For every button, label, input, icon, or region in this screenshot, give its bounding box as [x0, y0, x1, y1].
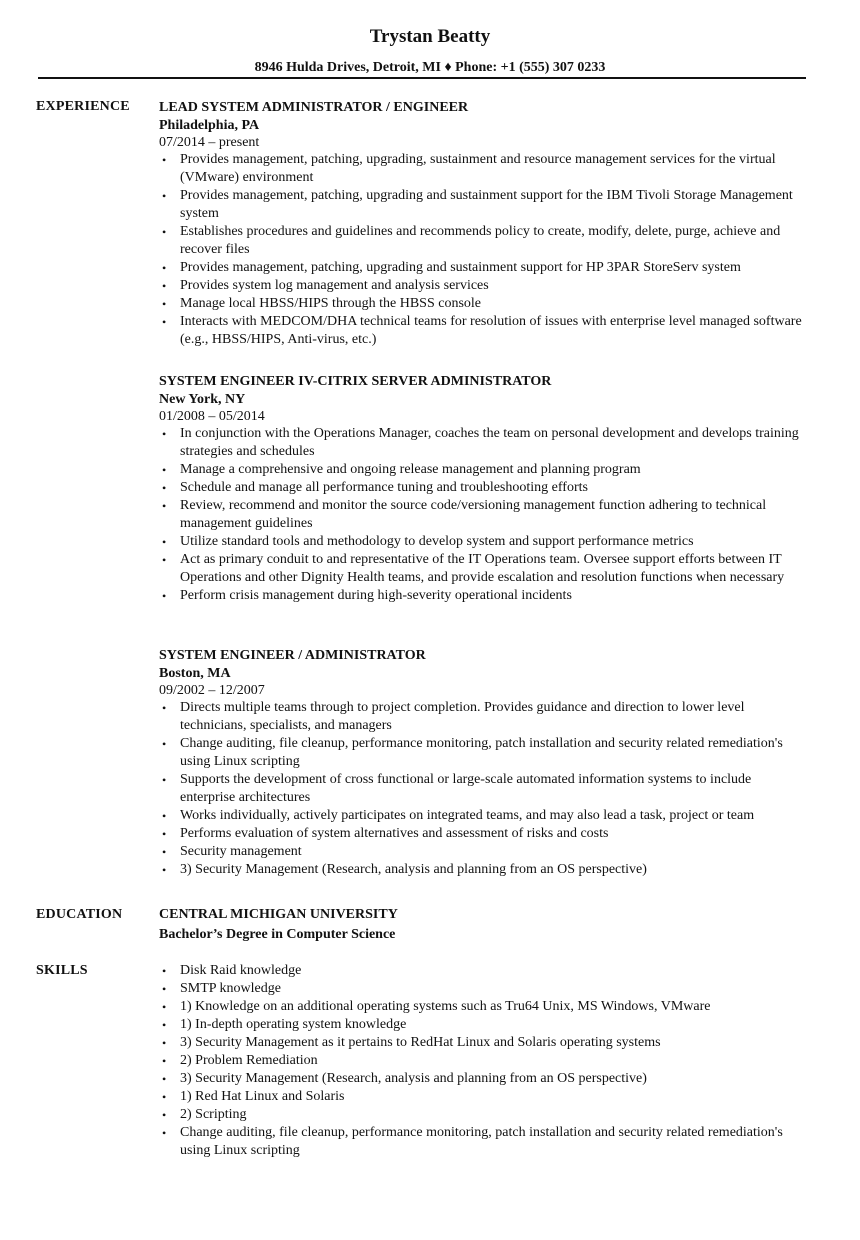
list-item: • 3) Security Management as it pertains to RedHat Linux and Solaris operating systems	[162, 1035, 661, 1050]
list-item: • Change auditing, file cleanup, performance monitoring, patch installation and security related remediation's using Linux scripting	[162, 736, 783, 769]
bullet-icon: •	[162, 964, 167, 978]
job-bullets	[159, 425, 809, 605]
job-location: New York, NY	[159, 392, 246, 407]
bullet-icon: •	[162, 1090, 167, 1104]
job-dates: 01/2008 – 05/2014	[159, 409, 265, 424]
bullet-icon: •	[162, 225, 167, 239]
bullet-icon: •	[162, 845, 167, 859]
list-item: • Perform crisis management during high-severity operational incidents	[162, 588, 572, 603]
bullet-icon: •	[162, 589, 167, 603]
list-item: • In conjunction with the Operations Manager, coaches the team on personal development and develops training strategies and schedules	[162, 426, 799, 459]
bullet-icon: •	[162, 261, 167, 275]
bullet-icon: •	[162, 499, 167, 513]
bullet-icon: •	[162, 427, 167, 441]
job-location: Boston, MA	[159, 666, 231, 681]
list-item: • 2) Scripting	[162, 1107, 247, 1122]
list-item: • Interacts with MEDCOM/DHA technical teams for resolution of issues with enterprise level managed software (e.g., HBSS/HIPS, Anti-virus, etc.)	[162, 314, 802, 347]
job-bullets	[159, 699, 809, 879]
list-item: • Schedule and manage all performance tuning and troubleshooting efforts	[162, 480, 588, 495]
bullet-icon: •	[162, 1108, 167, 1122]
bullet-icon: •	[162, 553, 167, 567]
list-item: • Disk Raid knowledge	[162, 963, 302, 978]
list-item: • Provides management, patching, upgrading and sustainment support for the IBM Tivoli Storage Management system	[162, 188, 793, 221]
candidate-name: Trystan Beatty	[369, 26, 491, 47]
list-item: • Act as primary conduit to and representative of the IT Operations team. Oversee support efforts between IT Operations and other Dignity Health teams, and provide escalation and resolution functions when necessary	[162, 552, 785, 585]
skills-entry	[159, 962, 809, 1160]
bullet-icon: •	[162, 701, 167, 715]
job-dates: 07/2014 – present	[159, 135, 260, 150]
bullet-icon: •	[162, 297, 167, 311]
list-item: • 1) Red Hat Linux and Solaris	[162, 1089, 345, 1104]
bullet-icon: •	[162, 1000, 167, 1014]
bullet-icon: •	[162, 827, 167, 841]
list-item: • Utilize standard tools and methodology to develop system and support performance metrics	[162, 534, 694, 549]
education-entry	[159, 905, 809, 945]
skills-label: SKILLS	[36, 963, 88, 978]
header-divider	[38, 77, 806, 79]
list-item: • Security management	[162, 844, 302, 859]
bullet-icon: •	[162, 1072, 167, 1086]
list-item: • Manage local HBSS/HIPS through the HBSS console	[162, 296, 481, 311]
bullet-icon: •	[162, 1054, 167, 1068]
list-item: • Change auditing, file cleanup, performance monitoring, patch installation and security related remediation's using Linux scripting	[162, 1125, 783, 1158]
list-item: • Performs evaluation of system alternatives and assessment of risks and costs	[162, 826, 609, 841]
bullet-icon: •	[162, 279, 167, 293]
job-entry	[159, 647, 809, 879]
job-location: Philadelphia, PA	[159, 118, 260, 133]
list-item: • Provides system log management and analysis services	[162, 278, 489, 293]
bullet-icon: •	[162, 315, 167, 329]
job-title: SYSTEM ENGINEER / ADMINISTRATOR	[159, 648, 426, 663]
bullet-icon: •	[162, 463, 167, 477]
list-item: • Works individually, actively participates on integrated teams, and may also lead a task, project or team	[162, 808, 755, 823]
list-item: • Provides management, patching, upgrading, sustainment and resource management services for the virtual (VMware) environment	[162, 152, 776, 185]
contact-line: 8946 Hulda Drives, Detroit, MI ♦ Phone: +1 (555) 307 0233	[254, 60, 606, 75]
bullet-icon: •	[162, 863, 167, 877]
list-item: • 2) Problem Remediation	[162, 1053, 318, 1068]
bullet-icon: •	[162, 481, 167, 495]
list-item: • 3) Security Management (Research, analysis and planning from an OS perspective)	[162, 1071, 647, 1086]
bullet-icon: •	[162, 535, 167, 549]
skills-list	[159, 962, 809, 1160]
list-item: • Manage a comprehensive and ongoing release management and planning program	[162, 462, 641, 477]
list-item: • Provides management, patching, upgrading and sustainment support for HP 3PAR StoreServ system	[162, 260, 741, 275]
list-item: • Supports the development of cross functional or large-scale automated information systems to include enterprise architectures	[162, 772, 752, 805]
list-item: • Review, recommend and monitor the source code/versioning management function adhering to technical management guidelines	[162, 498, 767, 531]
education-label: EDUCATION	[36, 907, 123, 922]
bullet-icon: •	[162, 809, 167, 823]
job-title: LEAD SYSTEM ADMINISTRATOR / ENGINEER	[159, 100, 469, 115]
school-name: CENTRAL MICHIGAN UNIVERSITY	[159, 907, 398, 922]
bullet-icon: •	[162, 1126, 167, 1140]
bullet-icon: •	[162, 189, 167, 203]
list-item: • 3) Security Management (Research, analysis and planning from an OS perspective)	[162, 862, 647, 877]
job-dates: 09/2002 – 12/2007	[159, 683, 265, 698]
job-entry	[159, 373, 809, 605]
list-item: • 1) In-depth operating system knowledge	[162, 1017, 407, 1032]
list-item: • SMTP knowledge	[162, 981, 281, 996]
list-item: • Directs multiple teams through to project completion. Provides guidance and direction to lower level technicians, specialists, and managers	[162, 700, 745, 733]
experience-label: EXPERIENCE	[36, 99, 130, 114]
job-bullets	[159, 151, 809, 349]
degree: Bachelor’s Degree in Computer Science	[159, 927, 396, 942]
job-title: SYSTEM ENGINEER IV-CITRIX SERVER ADMINISTRATOR	[159, 374, 552, 389]
bullet-icon: •	[162, 737, 167, 751]
bullet-icon: •	[162, 982, 167, 996]
job-entry	[159, 99, 809, 349]
list-item: • 1) Knowledge on an additional operating systems such as Tru64 Unix, MS Windows, VMware	[162, 999, 711, 1014]
bullet-icon: •	[162, 773, 167, 787]
bullet-icon: •	[162, 1018, 167, 1032]
bullet-icon: •	[162, 1036, 167, 1050]
list-item: • Establishes procedures and guidelines and recommends policy to create, modify, delete, purge, achieve and recover files	[162, 224, 781, 257]
bullet-icon: •	[162, 153, 167, 167]
